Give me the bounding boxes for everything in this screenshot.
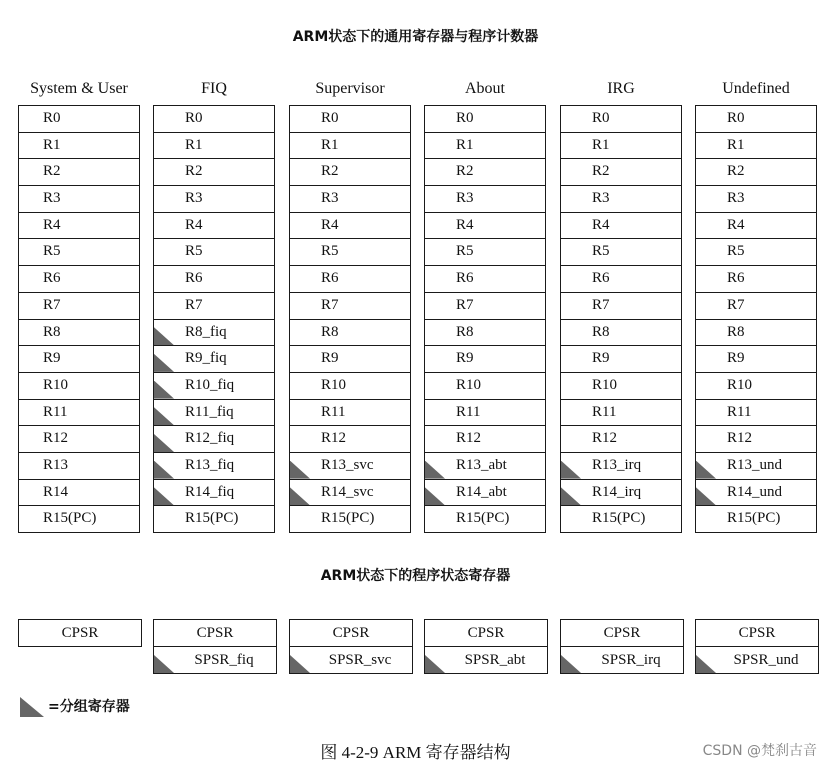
register-cell (154, 185, 274, 212)
register-cell (696, 505, 816, 532)
status-registers-title: ARM状态下的程序状态寄存器 (320, 568, 511, 584)
register-label: R10 (456, 376, 482, 393)
register-label: R13_abt (456, 456, 507, 473)
register-cell (154, 292, 274, 319)
register-cell (19, 479, 139, 506)
register-label: R8_fiq (185, 323, 227, 340)
register-cell (19, 185, 139, 212)
register-label: R15(PC) (185, 510, 239, 527)
register-cell (19, 265, 139, 292)
register-cell (290, 132, 410, 159)
register-label: R11 (727, 403, 752, 420)
banked-marker-icon (696, 461, 716, 479)
mode-column (18, 78, 140, 533)
banked-marker-icon (290, 487, 310, 505)
register-label: R7 (185, 296, 203, 313)
register-label: R5 (43, 243, 61, 260)
register-label: R10 (321, 376, 347, 393)
status-register-box (153, 619, 277, 674)
status-register-label: SPSR_fiq (194, 652, 254, 668)
register-cell (290, 372, 410, 399)
banked-marker-icon (425, 461, 445, 479)
register-label: R0 (456, 110, 474, 126)
register-cell (425, 132, 545, 159)
status-register-label: CPSR (61, 625, 99, 641)
banked-marker-icon (561, 655, 581, 673)
general-registers-title: ARM状态下的通用寄存器与程序计数器 (292, 29, 539, 45)
register-cell (425, 185, 545, 212)
register-stack (18, 105, 140, 533)
register-cell (19, 319, 139, 346)
register-label: R5 (321, 243, 339, 260)
banked-marker-icon (154, 354, 174, 372)
register-label: R3 (185, 190, 203, 207)
register-label: R14_fiq (185, 483, 235, 500)
register-label: R8 (592, 323, 610, 340)
register-cell (19, 132, 139, 159)
register-label: R10 (43, 376, 69, 393)
mode-column (424, 78, 546, 533)
banked-marker-icon (154, 487, 174, 505)
register-cell (696, 106, 816, 132)
register-stack (560, 105, 682, 533)
banked-marker-icon (290, 461, 310, 479)
register-label: R6 (592, 270, 610, 287)
cpsr-cell (425, 620, 547, 646)
register-label: R2 (727, 163, 745, 180)
register-cell (696, 265, 816, 292)
register-cell (425, 479, 545, 506)
register-stack (695, 105, 817, 533)
register-label: R6 (456, 270, 474, 287)
register-label: R5 (185, 243, 203, 260)
register-label: R10_fiq (185, 376, 235, 393)
register-cell (154, 106, 274, 132)
register-label: R2 (185, 163, 203, 180)
register-label: R15(PC) (727, 510, 781, 527)
register-cell (154, 212, 274, 239)
status-register-label: CPSR (332, 625, 370, 641)
register-label: R9 (727, 350, 745, 367)
register-stack (289, 105, 411, 533)
banked-marker-icon (20, 697, 44, 717)
mode-column (560, 78, 682, 533)
register-label: R2 (321, 163, 339, 180)
register-label: R2 (592, 163, 610, 180)
banked-marker-icon (154, 434, 174, 452)
register-label: R9_fiq (185, 350, 227, 367)
cpsr-cell (561, 620, 683, 646)
register-label: R6 (321, 270, 339, 287)
register-label: R12 (321, 430, 347, 447)
register-cell (561, 212, 681, 239)
register-cell (19, 292, 139, 319)
banked-marker-icon (154, 461, 174, 479)
register-label: R3 (592, 190, 610, 207)
register-label: R9 (456, 350, 474, 367)
register-label: R9 (321, 350, 339, 367)
register-label: R13_fiq (185, 456, 235, 473)
status-register-box (424, 619, 548, 674)
legend-text: =分组寄存器 (48, 699, 130, 715)
register-label: R9 (592, 350, 610, 367)
register-label: R3 (727, 190, 745, 207)
register-label: R1 (321, 136, 339, 153)
register-cell (154, 399, 274, 426)
cpsr-cell (19, 620, 141, 646)
register-label: R12 (456, 430, 482, 447)
register-stack (424, 105, 546, 533)
register-cell (290, 106, 410, 132)
register-label: R0 (727, 110, 745, 126)
register-cell (561, 505, 681, 532)
register-label: R6 (185, 270, 203, 287)
register-label: R5 (592, 243, 610, 260)
mode-header: Supervisor (315, 80, 385, 97)
register-label: R6 (727, 270, 745, 287)
register-cell (290, 158, 410, 185)
register-label: R4 (185, 216, 203, 233)
register-cell (696, 425, 816, 452)
register-cell (19, 158, 139, 185)
register-cell (561, 399, 681, 426)
register-cell (154, 265, 274, 292)
register-cell (425, 399, 545, 426)
register-label: R4 (727, 216, 745, 233)
mode-header: IRG (607, 80, 635, 97)
watermark: CSDN @梵刹古音 (702, 743, 817, 759)
register-cell (290, 505, 410, 532)
register-label: R3 (321, 190, 339, 207)
register-cell (696, 319, 816, 346)
register-cell (19, 372, 139, 399)
register-cell (696, 479, 816, 506)
register-cell (425, 345, 545, 372)
status-register-label: CPSR (196, 625, 234, 641)
register-cell (19, 106, 139, 132)
status-register-label: SPSR_svc (328, 652, 392, 668)
spsr-cell (425, 646, 547, 673)
register-cell (561, 452, 681, 479)
register-label: R1 (43, 136, 61, 153)
register-cell (696, 399, 816, 426)
register-cell (154, 479, 274, 506)
register-label: R2 (43, 163, 61, 180)
register-cell (290, 452, 410, 479)
status-register-box (289, 619, 413, 674)
register-label: R12 (727, 430, 753, 447)
status-register-label: SPSR_abt (464, 652, 526, 668)
register-cell (154, 372, 274, 399)
register-label: R5 (727, 243, 745, 260)
register-label: R14_svc (321, 483, 374, 500)
register-label: R8 (321, 323, 339, 340)
register-label: R11 (43, 403, 68, 420)
cpsr-cell (290, 620, 412, 646)
register-cell (425, 212, 545, 239)
mode-header: About (465, 80, 505, 97)
register-cell (696, 372, 816, 399)
register-cell (290, 425, 410, 452)
register-label: R14_irq (592, 483, 642, 500)
banked-marker-icon (696, 487, 716, 505)
register-cell (561, 106, 681, 132)
register-label: R15(PC) (456, 510, 510, 527)
figure-caption: 图 4-2-9 ARM 寄存器结构 (320, 743, 511, 762)
mode-column (289, 78, 411, 533)
register-label: R13_und (727, 456, 783, 473)
register-cell (425, 158, 545, 185)
register-label: R1 (727, 136, 745, 153)
register-cell (19, 452, 139, 479)
mode-column (153, 78, 275, 533)
register-label: R1 (592, 136, 610, 153)
status-register-box (560, 619, 684, 674)
register-cell (290, 292, 410, 319)
spsr-cell (561, 646, 683, 673)
register-label: R7 (592, 296, 610, 313)
register-cell (425, 425, 545, 452)
register-label: R0 (592, 110, 610, 126)
mode-column (695, 78, 817, 533)
register-cell (425, 265, 545, 292)
register-cell (425, 292, 545, 319)
register-cell (290, 319, 410, 346)
register-cell (561, 425, 681, 452)
register-label: R7 (43, 296, 61, 313)
register-cell (696, 452, 816, 479)
register-label: R9 (43, 350, 61, 367)
register-label: R0 (321, 110, 339, 126)
register-label: R8 (727, 323, 745, 340)
register-cell (696, 132, 816, 159)
register-cell (561, 292, 681, 319)
register-label: R12 (592, 430, 618, 447)
register-cell (561, 265, 681, 292)
spsr-cell (154, 646, 276, 673)
register-cell (696, 212, 816, 239)
register-cell (696, 345, 816, 372)
status-register-label: CPSR (738, 625, 776, 641)
register-cell (19, 399, 139, 426)
register-label: R4 (592, 216, 610, 233)
banked-marker-icon (154, 327, 174, 345)
register-cell (154, 319, 274, 346)
register-cell (290, 265, 410, 292)
register-label: R1 (456, 136, 474, 153)
register-cell (19, 212, 139, 239)
register-cell (154, 132, 274, 159)
register-label: R11 (321, 403, 346, 420)
register-label: R8 (43, 323, 61, 340)
register-cell (425, 372, 545, 399)
register-cell (154, 238, 274, 265)
register-label: R15(PC) (321, 510, 375, 527)
status-register-label: SPSR_und (733, 652, 799, 668)
register-label: R0 (185, 110, 203, 126)
register-cell (290, 399, 410, 426)
register-cell (425, 505, 545, 532)
banked-marker-icon (154, 407, 174, 425)
register-cell (154, 345, 274, 372)
register-cell (561, 319, 681, 346)
register-cell (19, 425, 139, 452)
mode-header: Undefined (722, 80, 790, 97)
register-label: R1 (185, 136, 203, 153)
banked-marker-icon (696, 655, 716, 673)
register-cell (561, 238, 681, 265)
register-cell (561, 372, 681, 399)
register-label: R14 (43, 483, 69, 500)
register-cell (696, 158, 816, 185)
register-cell (561, 158, 681, 185)
status-register-label: SPSR_irq (601, 652, 661, 668)
register-label: R13_irq (592, 456, 642, 473)
register-label: R8 (456, 323, 474, 340)
register-cell (696, 185, 816, 212)
banked-marker-icon (425, 655, 445, 673)
banked-marker-icon (290, 655, 310, 673)
register-label: R13_svc (321, 456, 374, 473)
register-label: R2 (456, 163, 474, 180)
register-cell (561, 479, 681, 506)
register-label: R3 (456, 190, 474, 207)
cpsr-cell (154, 620, 276, 646)
register-cell (425, 106, 545, 132)
register-cell (425, 452, 545, 479)
register-label: R14_und (727, 483, 783, 500)
register-cell (154, 505, 274, 532)
register-label: R4 (321, 216, 339, 233)
spsr-cell (696, 646, 818, 673)
register-cell (154, 452, 274, 479)
register-cell (290, 238, 410, 265)
register-label: R13 (43, 456, 69, 473)
banked-marker-icon (561, 487, 581, 505)
status-register-label: CPSR (467, 625, 505, 641)
register-cell (290, 479, 410, 506)
register-cell (425, 319, 545, 346)
register-label: R0 (43, 110, 61, 126)
register-cell (19, 238, 139, 265)
register-stack (153, 105, 275, 533)
register-cell (290, 185, 410, 212)
register-label: R11 (592, 403, 617, 420)
register-cell (290, 212, 410, 239)
register-label: R12 (43, 430, 69, 447)
register-label: R7 (321, 296, 339, 313)
cpsr-cell (696, 620, 818, 646)
register-label: R11_fiq (185, 403, 234, 420)
register-cell (561, 185, 681, 212)
register-cell (154, 425, 274, 452)
status-register-label: CPSR (603, 625, 641, 641)
status-register-box (695, 619, 819, 674)
register-cell (425, 238, 545, 265)
register-cell (561, 132, 681, 159)
register-cell (290, 345, 410, 372)
register-label: R15(PC) (43, 510, 97, 527)
register-label: R12_fiq (185, 430, 235, 447)
register-cell (696, 238, 816, 265)
banked-marker-icon (154, 381, 174, 399)
register-label: R7 (456, 296, 474, 313)
register-label: R4 (456, 216, 474, 233)
register-label: R4 (43, 216, 61, 233)
register-label: R11 (456, 403, 481, 420)
register-label: R10 (727, 376, 753, 393)
mode-header: FIQ (201, 80, 227, 97)
register-label: R7 (727, 296, 745, 313)
register-label: R10 (592, 376, 618, 393)
banked-marker-icon (154, 655, 174, 673)
register-label: R14_abt (456, 483, 507, 500)
register-cell (696, 292, 816, 319)
banked-marker-icon (425, 487, 445, 505)
register-cell (561, 345, 681, 372)
mode-header: System & User (30, 80, 128, 97)
banked-marker-icon (561, 461, 581, 479)
register-cell (19, 345, 139, 372)
register-label: R15(PC) (592, 510, 646, 527)
register-label: R6 (43, 270, 61, 287)
register-label: R5 (456, 243, 474, 260)
register-label: R3 (43, 190, 61, 207)
register-cell (19, 505, 139, 532)
register-cell (154, 158, 274, 185)
status-register-box (18, 619, 142, 647)
spsr-cell (290, 646, 412, 673)
